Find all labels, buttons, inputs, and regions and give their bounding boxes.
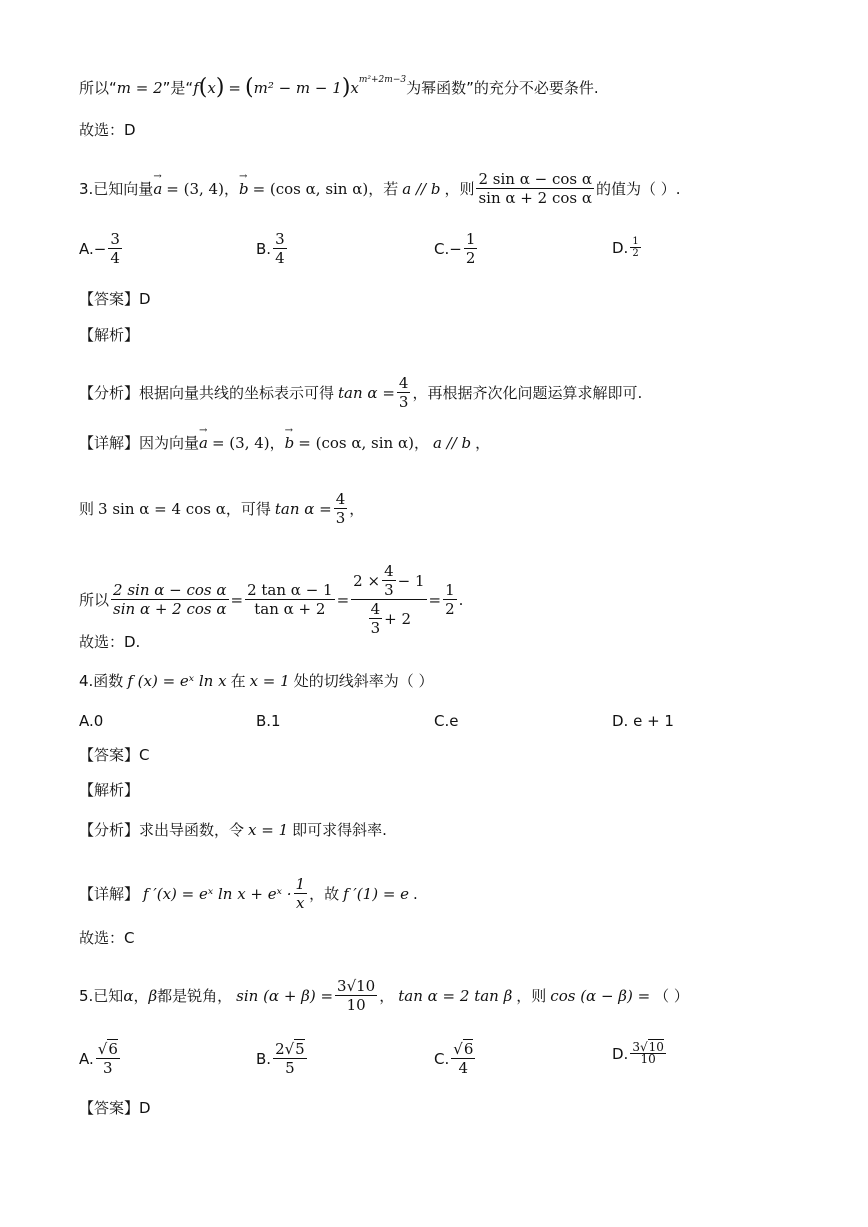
text: 即可求得斜率. [292,821,387,839]
text: 的值为（ ）. [595,179,681,198]
detail-4 [79,875,418,912]
power-var: x [350,79,359,97]
numerator: 4 [384,562,394,580]
coefficient: 3 [632,1040,640,1054]
q3-option-d[interactable] [612,236,643,259]
vector-a: → a [153,179,162,199]
text: . [413,884,418,903]
text: 【分析】求出导函数，令 [79,821,245,839]
power-base: m² − m − 1 [253,79,342,97]
vector-a-value: = (3, 4) [166,179,224,198]
text: 2 × [353,571,381,590]
text: 所以 [79,590,110,609]
denominator: 2 [465,249,476,267]
numerator: 3 [110,230,120,248]
question-3 [79,170,681,207]
radicand: 6 [463,1040,474,1058]
question-stem: 3.已知向量 [79,179,154,198]
denominator: sin α + 2 cos α [113,600,227,618]
numerator: 2 sin α − cos α [113,581,227,599]
option-label: C. [434,1049,450,1068]
vector-b-value: = (cos α, sin α) [298,434,414,452]
numerator: 2 tan α − 1 [247,581,333,599]
analysis-4: 【解析】 [79,781,140,799]
option-label: C. [434,239,450,258]
tan-expression: tan α = [274,499,332,518]
text: ， [223,179,239,198]
numerator: 3 [275,230,285,248]
point: x = 1 [249,672,290,690]
option-label: D. [612,1044,629,1063]
power-exponent: m²+2m−3 [358,75,407,85]
text: ，则 [516,986,547,1005]
coefficient: 2 [275,1040,285,1058]
equation: 3 sin α = 4 cos α [98,499,226,518]
numerator: 4 [335,490,346,508]
text: ”是“ [162,79,194,97]
text: ， [379,986,395,1005]
q4-option-b[interactable]: B.1 [256,712,281,730]
equals: = [228,79,241,97]
text: 处的切线斜率为（ ） [293,672,434,690]
text: 为幂函数”的充分不必要条件. [406,79,599,97]
denominator: 5 [285,1059,295,1077]
q5-option-d[interactable]: D. $\frac{3√10}{10}$ [612,1040,664,1066]
point: x = 1 [248,821,289,839]
analysis-3: 【解析】 [79,326,140,344]
text: − 1 [397,571,425,590]
vector-b: → b [285,433,295,453]
text: ，可得 [225,499,271,518]
denominator: x [296,894,305,912]
text: ， [133,986,149,1005]
denominator: 3 [103,1059,113,1077]
denominator: 4 [275,249,285,267]
text: （ ） [654,986,689,1005]
func-name: f [193,79,199,97]
denominator: 2 [445,600,455,618]
numerator: 4 [398,374,409,392]
denominator: 3 [384,581,394,599]
denominator: 4 [110,249,120,267]
answer-choice-3: 故选：D. [79,633,141,651]
vector-b: → b [239,179,249,199]
vector-b-value: = (cos α, sin α) [252,179,369,198]
q4-option-a[interactable]: A.0 [79,712,104,730]
derivative: f ′(x) = eˣ ln x + eˣ · [143,884,292,903]
tan-relation: tan α = 2 tan β [398,986,513,1005]
cosine-expression: cos (α − β) = [550,986,651,1005]
equals: = [230,590,244,609]
denominator: 3 [335,509,346,527]
complex-fraction [351,562,426,637]
radicand: 6 [108,1040,118,1058]
equals: = [428,590,442,609]
answer-choice-line: 故选：D [79,121,136,139]
sine-expression: sin (α + β) = [236,986,334,1005]
numerator: 3√10 [337,977,376,995]
text: 【详解】因为向量 [79,434,200,452]
text: 在 [230,672,246,690]
q4-option-c[interactable]: C.e [434,712,459,730]
equals: = [336,590,350,609]
answer-3: 【答案】D [79,290,151,308]
beta: β [148,986,158,1005]
text: ， [349,499,365,518]
text: 【详解】 [79,884,140,903]
text: . [458,590,464,609]
target-fraction [476,170,594,207]
text: 则 [79,499,95,518]
option-sign: − [449,239,462,258]
option-label: A. [79,239,94,258]
numerator: 1 [465,230,476,248]
radicand: 5 [295,1040,305,1058]
answer-4: 【答案】C [79,746,150,764]
detail-3-step [79,490,364,527]
option-label: D. [612,238,629,257]
func-var: x [207,79,216,97]
question-stem: 5.已知 [79,986,124,1005]
option-label: B. [256,1049,272,1068]
text: 都是锐角， [157,986,233,1005]
question-stem: 4.函数 [79,672,124,690]
analysis-summary-3 [79,374,642,411]
function-expression: f (x) = eˣ ln x [127,672,227,690]
denominator: 3 [370,619,381,637]
answer-5: 【答案】D [79,1099,151,1117]
q3-option-a[interactable] [79,230,124,267]
parallel-condition: a // b [402,179,441,198]
condition: m = 2 [116,79,163,97]
numerator: 1 [632,236,639,247]
text: ，若 [368,179,399,198]
text: ，则 [444,179,475,198]
numerator: 4 [370,600,381,618]
conclusion-line: 所以“ m = 2 ”是“ f ( x ) = ( m² − m − 1 ) x $^{m^2+2m-3}$ 为幂函数”的充分不必要条件. [79,78,599,98]
result: f ′(1) = e [343,884,410,903]
vector-a: → a [199,433,208,453]
denominator: 10 [346,996,366,1014]
q5-option-c[interactable]: C. $\frac{√6}{4}$ [434,1040,474,1077]
option-label: B. [256,239,272,258]
numerator: 2 sin α − cos α [478,170,592,188]
numerator: 1 [295,875,306,893]
parallel-condition: a // b [432,434,472,452]
answer-choice-4: 故选：C [79,929,135,947]
detail-3 [79,433,490,453]
text: ， [269,434,285,452]
denominator: 3 [398,393,409,411]
text: + 2 [384,609,412,628]
text: 【分析】根据向量共线的坐标表示可得 [79,383,335,402]
q3-option-c[interactable] [434,230,479,267]
option-sign: − [93,239,107,258]
text: ， [475,434,491,452]
denominator: sin α + 2 cos α [478,189,592,207]
q5-option-b[interactable]: B. $\frac{2√5}{5}$ [256,1040,305,1077]
vector-a-value: = (3, 4) [211,434,270,452]
text: ，再根据齐次化问题运算求解即可. [412,383,643,402]
q4-option-d[interactable]: D. e + 1 [612,712,674,730]
text: ，故 [309,884,340,903]
q5-option-a[interactable]: A. $\frac{√6}{3}$ [79,1040,118,1077]
denominator: 4 [458,1059,469,1077]
question-4 [79,671,433,691]
alpha: α [123,986,134,1005]
text: ， [413,434,429,452]
denominator: 10 [640,1052,656,1066]
numerator: 1 [445,581,455,599]
denominator: tan α + 2 [254,600,326,618]
analysis-summary-4 [79,820,387,840]
question-5 [79,977,689,1014]
q3-option-b[interactable] [256,230,289,267]
denominator: 2 [632,248,639,259]
radicand: 10 [648,1040,664,1054]
detail-3-computation [79,562,463,637]
tan-expression: tan α = [338,383,395,402]
text: 所以“ [79,79,117,97]
option-label: A. [79,1049,94,1068]
